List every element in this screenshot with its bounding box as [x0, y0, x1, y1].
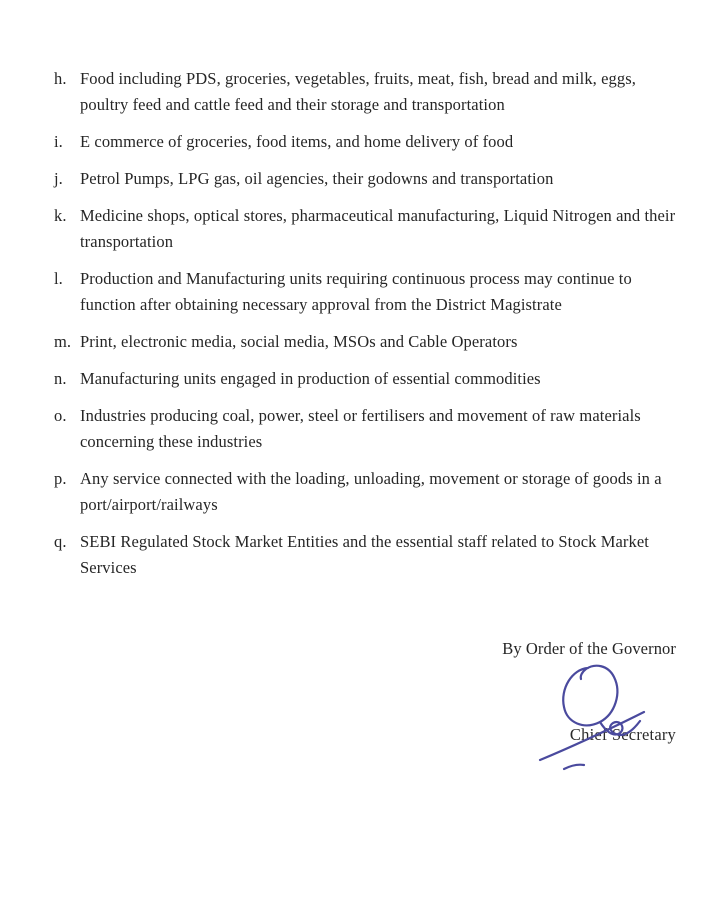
list-item [54, 129, 676, 155]
signature-ink-icon [516, 659, 680, 777]
item-marker: q. [54, 532, 67, 551]
item-text: Any service connected with the loading, unloading, movement or storage of goods in a port/airport/railways [80, 469, 662, 514]
item-text: Medicine shops, optical stores, pharmaceutical manufacturing, Liquid Nitrogen and their transportation [80, 206, 676, 251]
item-marker: m. [54, 332, 72, 351]
item-marker: j. [54, 169, 63, 188]
item-marker: i. [54, 132, 63, 151]
item-marker: n. [54, 369, 67, 388]
item-text: Petrol Pumps, LPG gas, oil agencies, their godowns and transportation [80, 169, 554, 188]
item-marker: o. [54, 406, 67, 425]
signatory-title: Chief Secretary [569, 725, 676, 744]
item-text: Print, electronic media, social media, MSOs and Cable Operators [80, 332, 518, 351]
list-item [54, 403, 676, 455]
item-marker: p. [54, 469, 67, 488]
item-text: Industries producing coal, power, steel or fertilisers and movement of raw materials concerning these industries [80, 406, 641, 451]
list-item [54, 266, 676, 318]
item-marker: k. [54, 206, 67, 225]
list-item [54, 66, 676, 118]
item-marker: l. [54, 269, 63, 288]
list-item [54, 329, 676, 355]
item-marker: h. [54, 69, 67, 88]
item-text: Manufacturing units engaged in production of essential commodities [80, 369, 541, 388]
list-item [54, 366, 676, 392]
order-item-list [54, 66, 676, 581]
item-text: Production and Manufacturing units requiring continuous process may continue to function after obtaining necessary approval from the District Magistrate [80, 269, 632, 314]
closing-block [54, 639, 676, 777]
by-order-line: By Order of the Governor [502, 639, 676, 658]
list-item [54, 166, 676, 192]
signature-area [54, 659, 676, 777]
list-item [54, 466, 676, 518]
list-item [54, 529, 676, 581]
item-text: E commerce of groceries, food items, and home delivery of food [80, 132, 514, 151]
item-text: Food including PDS, groceries, vegetables, fruits, meat, fish, bread and milk, eggs, poultry feed and cattle feed and their storage and transportation [80, 69, 637, 114]
list-item [54, 203, 676, 255]
item-text: SEBI Regulated Stock Market Entities and the essential staff related to Stock Market Services [80, 532, 649, 577]
